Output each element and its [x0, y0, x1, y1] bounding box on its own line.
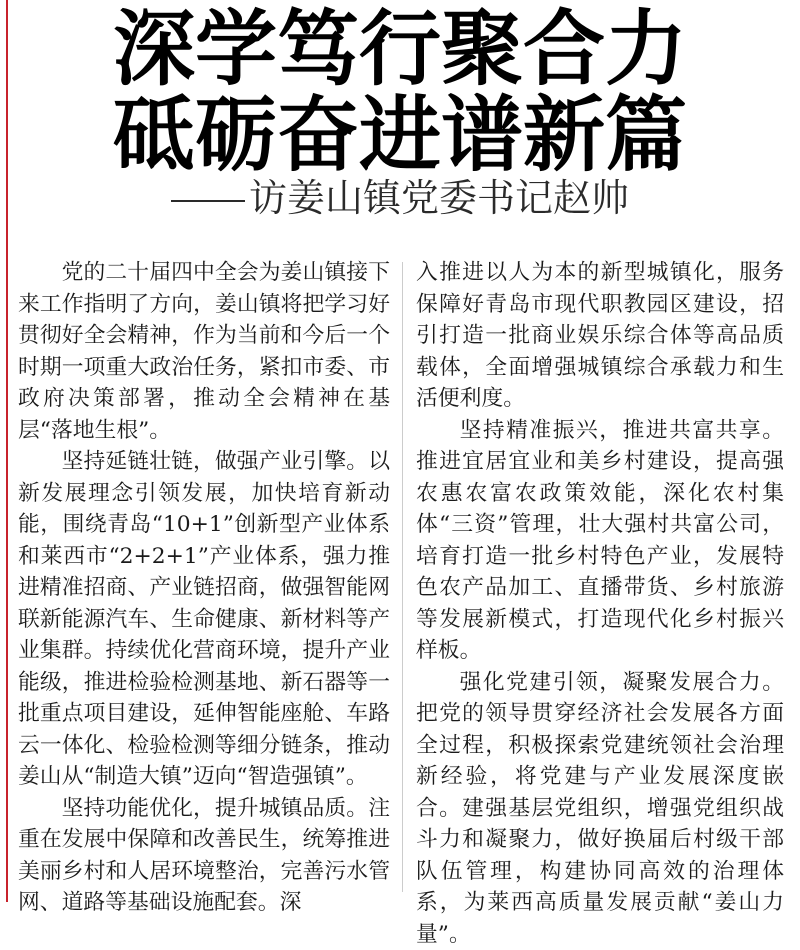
- paragraph: 坚持延链壮链，做强产业引擎。以新发展理念引领发展，加快培育新动能，围绕青岛“10+1”创新型产业体系和莱西市“2+2+1”产业体系，强力推进精准招商、产业链招商，做强智能网联新能源汽车、生命健康、新材料等产业集群。持续优化营商环境，提升产业能级，推进检验检测基地、新石器等一批重点项目建设，延伸智能座舱、车路云一体化、检验检测等细分链条，推动姜山从“制造大镇”迈向“智造强镇”。: [18, 446, 390, 793]
- article-column-left: [18, 257, 390, 897]
- subtitle: [0, 174, 800, 222]
- article-column-right: [416, 257, 784, 897]
- paragraph: 党的二十届四中全会为姜山镇接下来工作指明了方向，姜山镇将把学习好贯彻好全会精神，作为当前和今后一个时期一项重大政治任务，紧扣市委、市政府决策部署，推动全会精神在基层“落地生根”。: [18, 257, 390, 446]
- paragraph-continued: 入推进以人为本的新型城镇化，服务保障好青岛市现代职教园区建设，招引打造一批商业娱乐综合体等高品质载体，全面增强城镇综合承载力和生活便利度。: [416, 257, 784, 415]
- paragraph: 坚持功能优化，提升城镇品质。注重在发展中保障和改善民生，统筹推进美丽乡村和人居环境整治，完善污水管网、道路等基础设施配套。深: [18, 793, 390, 919]
- headline-line-1: 深学笃行聚合力: [0, 4, 800, 96]
- paragraph: 强化党建引领，凝聚发展合力。把党的领导贯穿经济社会发展各方面全过程，积极探索党建统领社会治理新经验，将党建与产业发展深度嵌合。建强基层党组织，增强党组织战斗力和凝聚力，做好换届后村级干部队伍管理，构建协同高效的治理体系，为莱西高质量发展贡献“姜山力量”。: [416, 667, 784, 950]
- subtitle-text: 访姜山镇党委书记赵帅: [249, 176, 629, 220]
- paragraph: 坚持精准振兴，推进共富共享。推进宜居宜业和美乡村建设，提高强农惠农富农政策效能，深化农村集体“三资”管理，壮大强村共富公司，培育打造一批乡村特色产业，发展特色农产品加工、直播带货、乡村旅游等发展新模式，打造现代化乡村振兴样板。: [416, 415, 784, 667]
- column-divider: [402, 262, 403, 892]
- headline-line-2: 砥砺奋进谱新篇: [0, 90, 800, 182]
- em-dash-rule: [171, 200, 245, 202]
